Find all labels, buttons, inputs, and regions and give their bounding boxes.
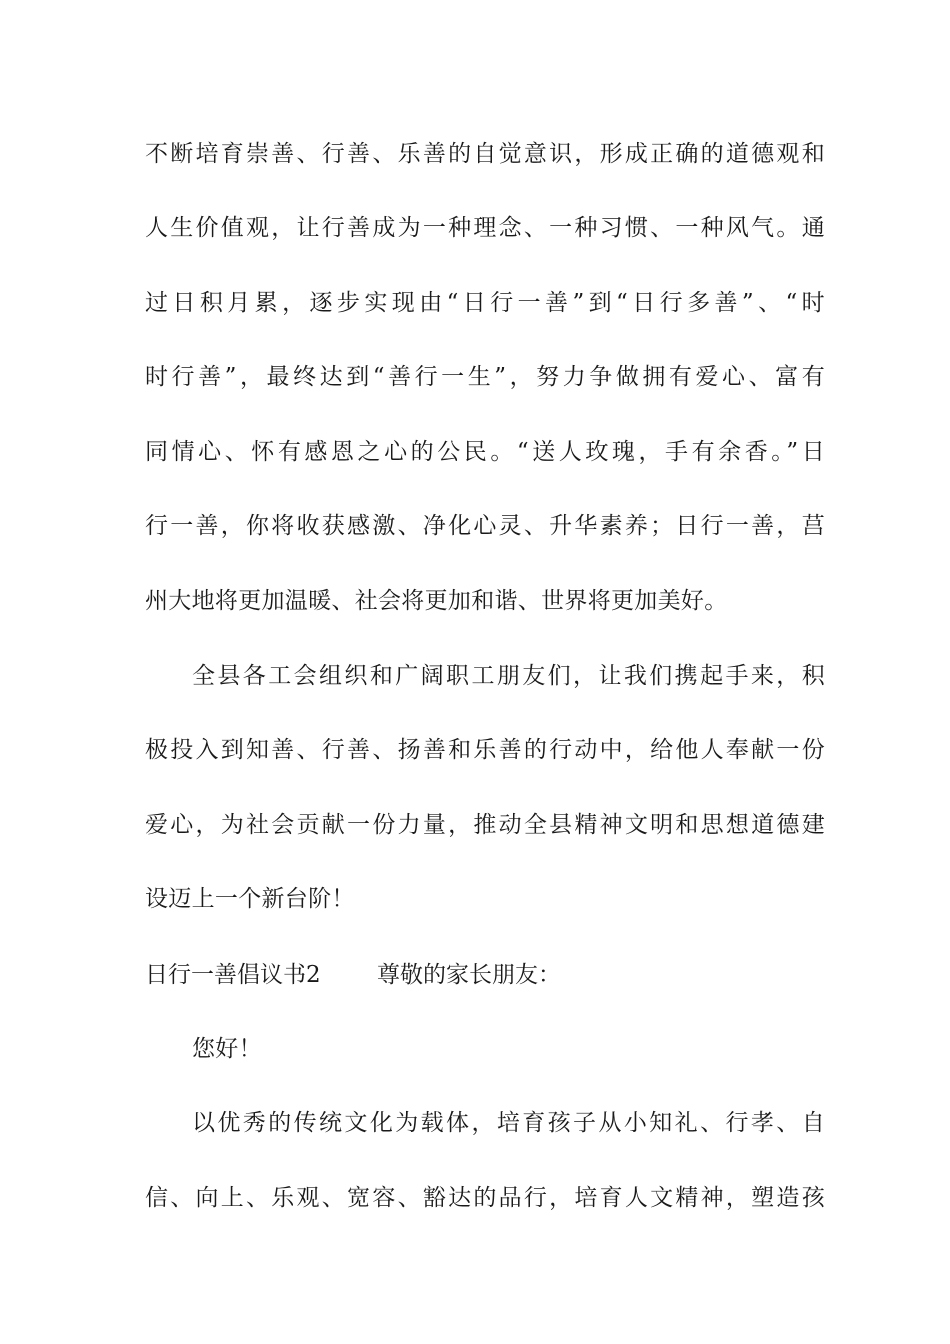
paragraph-1-line-5: 同情心、怀有感恩之心的公民。“送人玫瑰，手有余香。”日	[145, 439, 825, 465]
greeting: 您好！	[192, 1036, 262, 1062]
paragraph-2-line-3: 爱心，为社会贡献一份力量，推动全县精神文明和思想道德建	[145, 812, 825, 838]
paragraph-3-line-1: 以优秀的传统文化为载体，培育孩子从小知礼、行孝、自	[192, 1110, 825, 1136]
section-heading-row	[145, 958, 825, 992]
paragraph-2-line-1: 全县各工会组织和广阔职工朋友们，让我们携起手来，积	[192, 663, 825, 689]
paragraph-2-line-2: 极投入到知善、行善、扬善和乐善的行动中，给他人奉献一份	[145, 737, 825, 763]
paragraph-1-line-6: 行一善，你将收获感激、净化心灵、升华素养；日行一善，莒	[145, 513, 825, 539]
paragraph-1-line-3: 过日积月累，逐步实现由“日行一善”到“日行多善”、“时	[145, 290, 825, 316]
paragraph-1-line-4: 时行善”，最终达到“善行一生”，努力争做拥有爱心、富有	[145, 364, 825, 390]
paragraph-3-line-2: 信、向上、乐观、宽容、豁达的品行，培育人文精神，塑造孩	[145, 1185, 825, 1211]
paragraph-1-line-1: 不断培育崇善、行善、乐善的自觉意识，形成正确的道德观和	[145, 141, 825, 167]
paragraph-1-line-7: 州大地将更加温暖、社会将更加和谐、世界将更加美好。	[145, 588, 728, 614]
paragraph-1-line-2: 人生价值观，让行善成为一种理念、一种习惯、一种风气。通	[145, 215, 825, 241]
salutation: 尊敬的家长朋友：	[377, 962, 561, 988]
paragraph-2-line-4: 设迈上一个新台阶！	[145, 886, 355, 912]
section-title: 日行一善倡议书2	[145, 962, 321, 988]
